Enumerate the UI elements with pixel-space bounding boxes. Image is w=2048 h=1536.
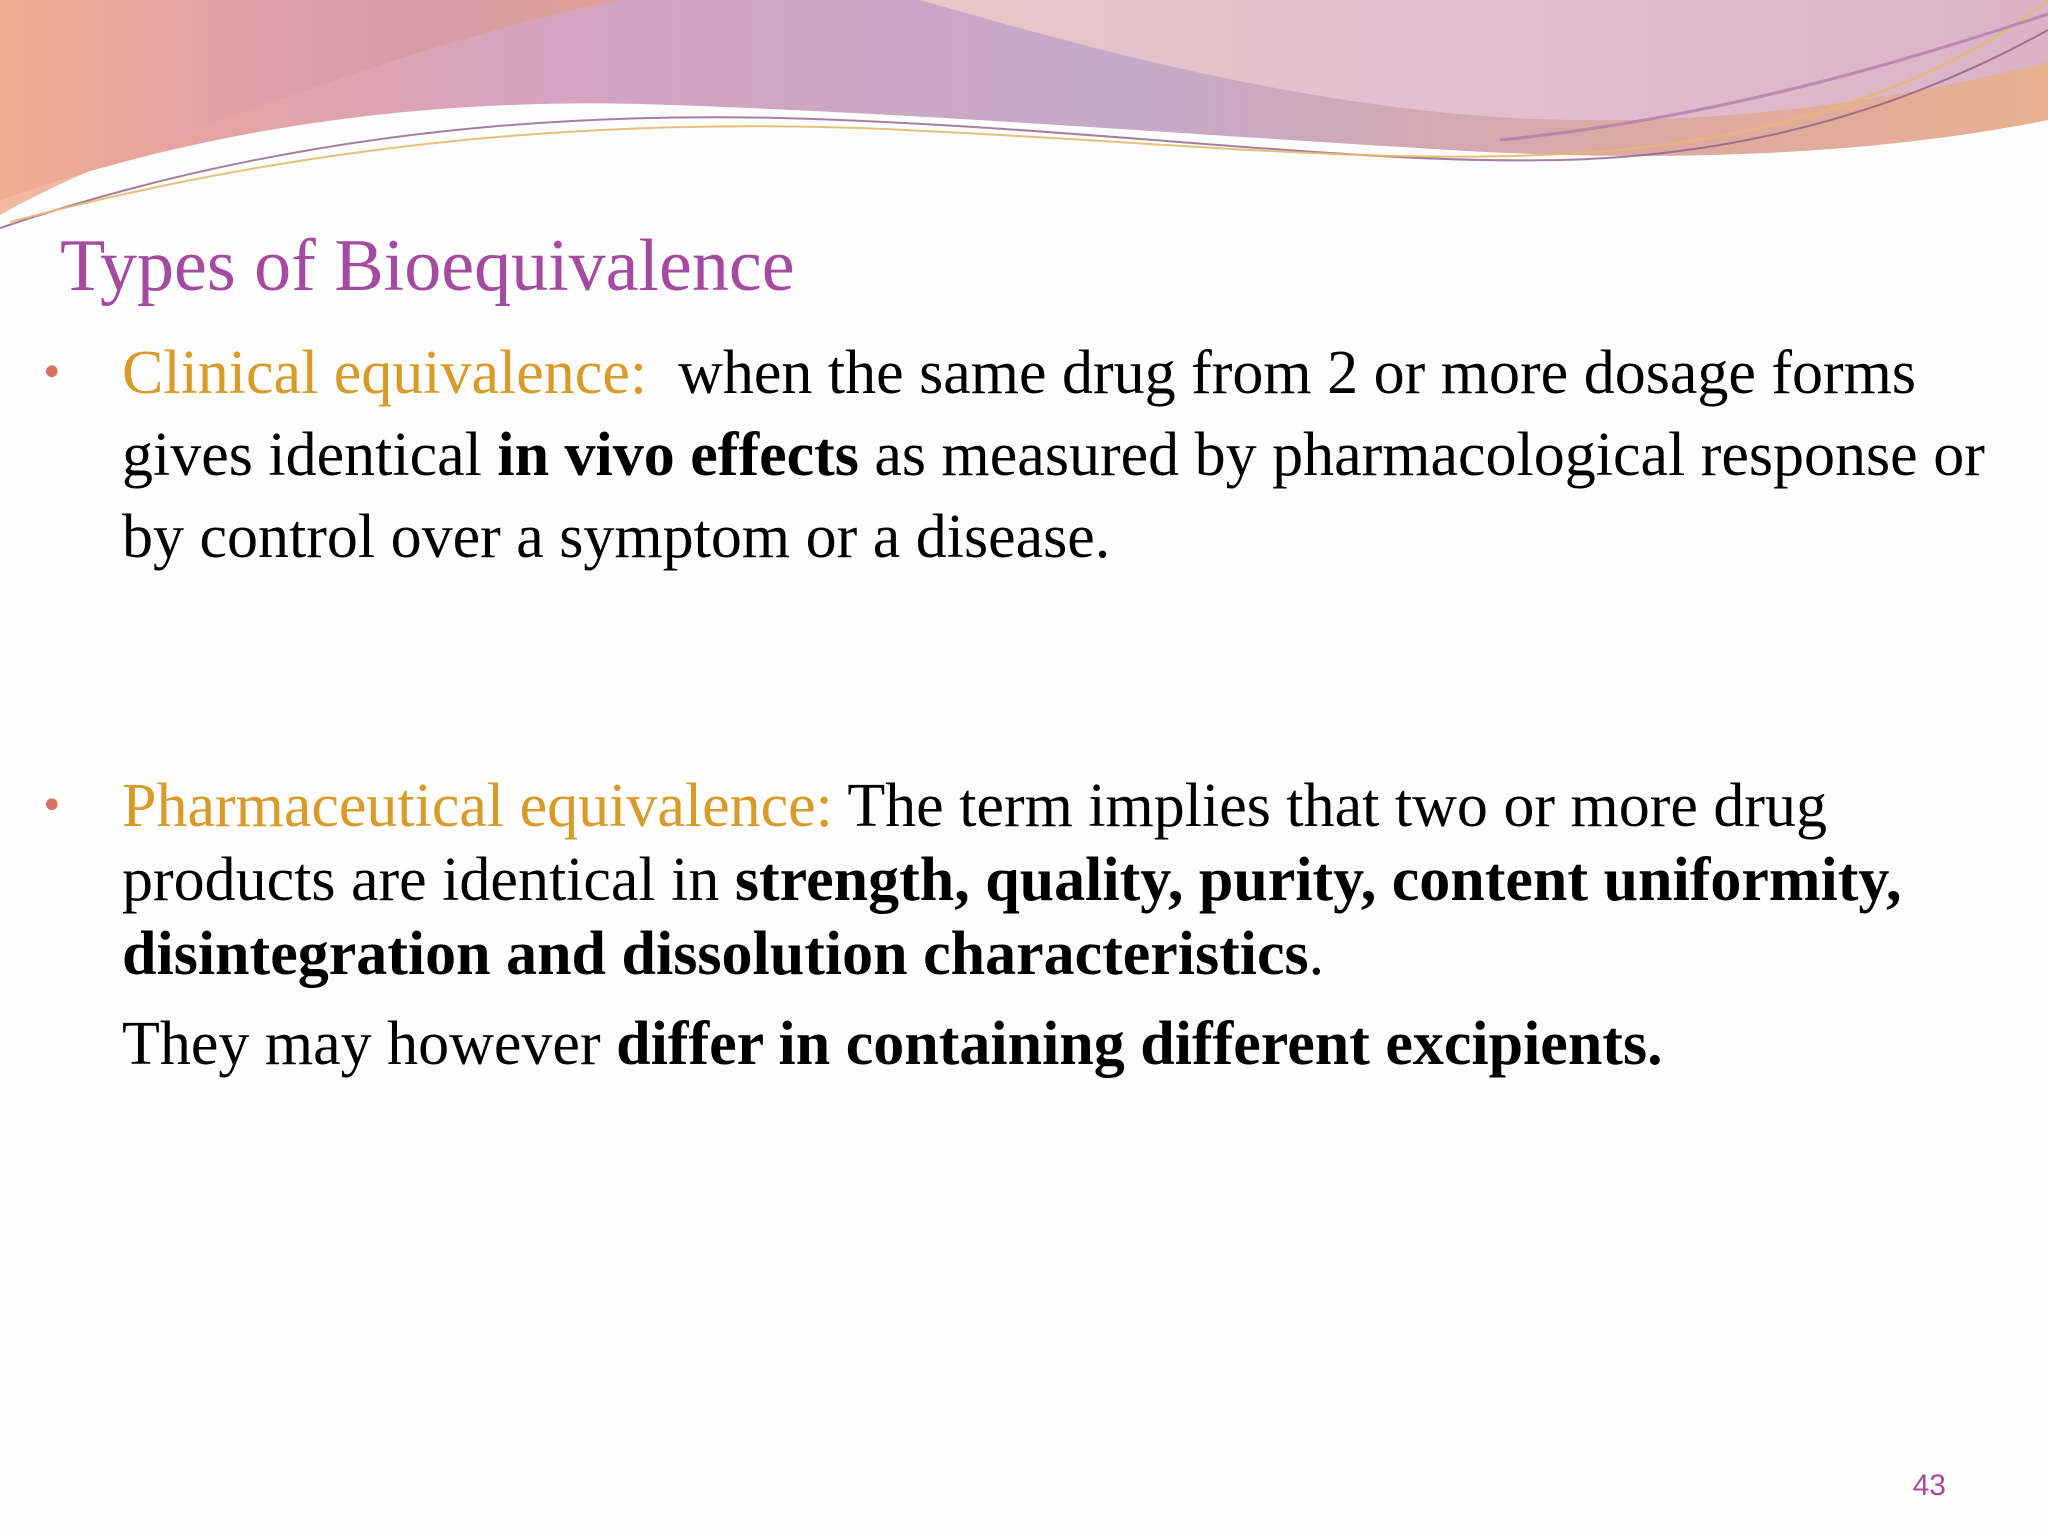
page-number: 43 <box>1912 1469 1946 1502</box>
bullet-marker: • <box>40 783 64 829</box>
slide-title: Types of Bioequivalence <box>60 225 795 307</box>
bullet-text <box>122 332 2032 578</box>
bullet-text-segment: when the same drug from 2 or more dosage forms gives identical <box>122 339 1917 489</box>
bullet-marker: • <box>40 350 64 396</box>
bullet-emphasis: in vivo effects <box>497 421 859 489</box>
bullet-extra-text <box>122 1007 2032 1081</box>
bullet-text-segment: . <box>1308 920 1325 988</box>
bullet-text-segment: as measured by pharmacological response or by control over a symptom or a disease. <box>122 421 1985 571</box>
bullet-pharmaceutical-equivalence <box>40 769 2032 1081</box>
decorative-header-wave <box>0 0 2048 240</box>
bullet-text-segment: They may however <box>122 1010 617 1078</box>
bullet-clinical-equivalence <box>40 332 2032 578</box>
bullet-term: Pharmaceutical equivalence: <box>122 772 833 840</box>
bullet-emphasis: differ in containing different excipients. <box>616 1010 1663 1078</box>
bullet-emphasis: strength, quality, purity, content uniformity, disintegration and dissolution characteristics <box>122 846 1902 988</box>
bullet-text-segment: The term implies that two or more drug products are identical in <box>122 772 1828 914</box>
bullet-text <box>122 769 2032 991</box>
bullet-term: Clinical equivalence: <box>122 339 648 407</box>
